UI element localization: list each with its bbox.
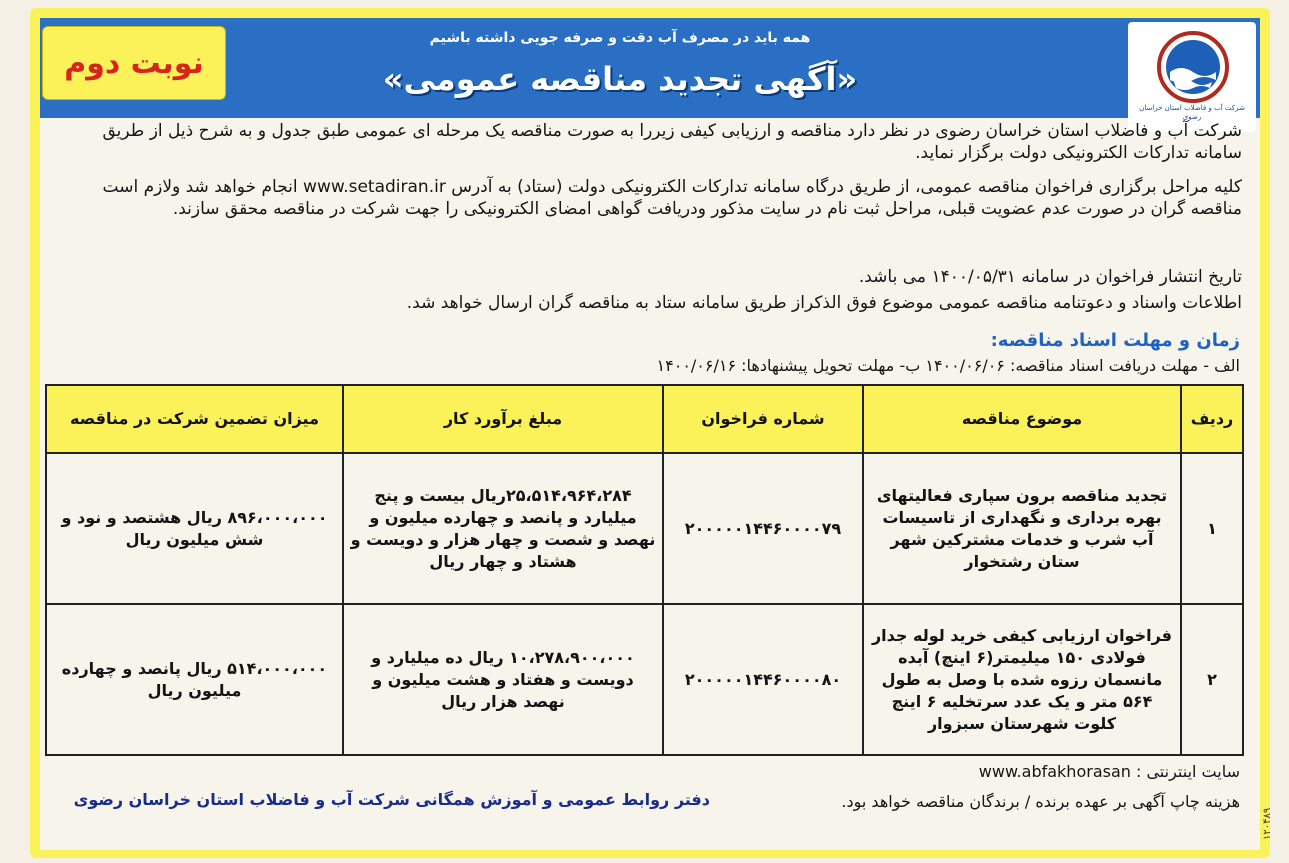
documents-line: اطلاعات واسناد و دعوتنامه مناقصه عمومی موضوع فوق الذکراز طریق سامانه ستاد به مناقصه گران ارسال خواهد شد. xyxy=(406,293,1242,313)
logo-caption: شرکت آب و فاضلاب استان خراسان رضوی xyxy=(1139,104,1245,121)
table-row xyxy=(46,604,1243,755)
tender-table xyxy=(45,384,1244,756)
table-row xyxy=(46,453,1243,604)
col-header-guarantee: میزان تضمین شرکت در مناقصه xyxy=(46,385,343,453)
round-badge: نوبت دوم xyxy=(42,26,226,100)
pr-office-line: دفتر روابط عمومی و آموزش همگانی شرکت آب و فاضلاب استان خراسان رضوی xyxy=(73,790,710,809)
row-guarantee: ۵۱۴،۰۰۰،۰۰۰ ریال پانصد و چهارده میلیون ریال xyxy=(46,604,343,755)
col-header-subject: موضوع مناقصه xyxy=(863,385,1181,453)
slogan: همه باید در مصرف آب دقت و صرفه جویی داشته باشیم xyxy=(429,30,811,46)
row-subject: تجدید مناقصه برون سپاری فعالیتهای بهره برداری و نگهداری از تاسیسات آب شرب و خدمات مشترکین شهر ستان رشتخوار xyxy=(863,453,1181,604)
side-id-number: ۱۲۰۴۸۹ xyxy=(1262,807,1273,840)
row-call-no: ۲۰۰۰۰۰۱۴۴۶۰۰۰۰۷۹ xyxy=(663,453,863,604)
row-guarantee: ۸۹۶،۰۰۰،۰۰۰ ریال هشتصد و نود و شش میلیون ریال xyxy=(46,453,343,604)
publish-date-line: تاریخ انتشار فراخوان در سامانه ۱۴۰۰/۰۵/۳۱ می باشد. xyxy=(858,267,1242,287)
water-company-logo-icon xyxy=(1156,30,1230,104)
row-subject: فراخوان ارزیابی کیفی خرید لوله جدار فولادی ۱۵۰ میلیمتر(۶ اینچ) آبده مانسمان رزوه شده با وصل به طول ۵۶۴ متر و یک عدد سرتخلیه ۶ اینچ کلوت شهرستان سبزوار xyxy=(863,604,1181,755)
table-header-row xyxy=(46,385,1243,453)
row-index: ۱ xyxy=(1181,453,1243,604)
col-header-index: ردیف xyxy=(1181,385,1243,453)
col-header-amount: مبلغ برآورد کار xyxy=(343,385,663,453)
deadlines-line: الف - مهلت دریافت اسناد مناقصه: ۱۴۰۰/۰۶/۰۶ ب- مهلت تحویل پیشنهادها: ۱۴۰۰/۰۶/۱۶ xyxy=(656,356,1240,375)
row-amount: ۱۰،۲۷۸،۹۰۰،۰۰۰ ریال ده میلیارد و دویست و هفتاد و هشت میلیون و نهصد هزار ریال xyxy=(343,604,663,755)
row-index: ۲ xyxy=(1181,604,1243,755)
row-amount: ۲۵،۵۱۴،۹۶۴،۲۸۴ریال بیست و پنج میلیارد و پانصد و چهارده میلیون و نهصد و شصت و چهار هزار و دویست و هشتاد و چهار ریال xyxy=(343,453,663,604)
print-cost-line: هزینه چاپ آگهی بر عهده برنده / برندگان مناقصه خواهد بود. xyxy=(841,792,1240,811)
website-line: سایت اینترنتی : www.abfakhorasan xyxy=(978,762,1240,781)
notice-headline: «آگهی تجدید مناقصه عمومی» xyxy=(382,60,858,98)
intro-paragraph: شرکت آب و فاضلاب استان خراسان رضوی در نظر دارد مناقصه و ارزیابی کیفی زیررا به صورت مناقصه یک مرحله ای عمومی طبق جدول و به شرح ذیل از طریق سامانه تدارکات الکترونیکی دولت برگزار نماید. xyxy=(102,121,1242,163)
procedure-paragraph: کلیه مراحل برگزاری فراخوان مناقصه عمومی، از طریق درگاه سامانه تدارکات الکترونیکی دولت (ستاد) به آدرس www.setadiran.ir انجام خواهد شد ولازم است مناقصه گران در صورت عدم عضویت قبلی، مراحل ثبت نام در سایت مذکور ودریافت گواهی امضای الکترونیکی را جهت شرکت در مناقصه محقق سازند. xyxy=(102,177,1242,219)
schedule-title: زمان و مهلت اسناد مناقصه: xyxy=(990,330,1240,351)
col-header-call-no: شماره فراخوان xyxy=(663,385,863,453)
row-call-no: ۲۰۰۰۰۰۱۴۴۶۰۰۰۰۸۰ xyxy=(663,604,863,755)
